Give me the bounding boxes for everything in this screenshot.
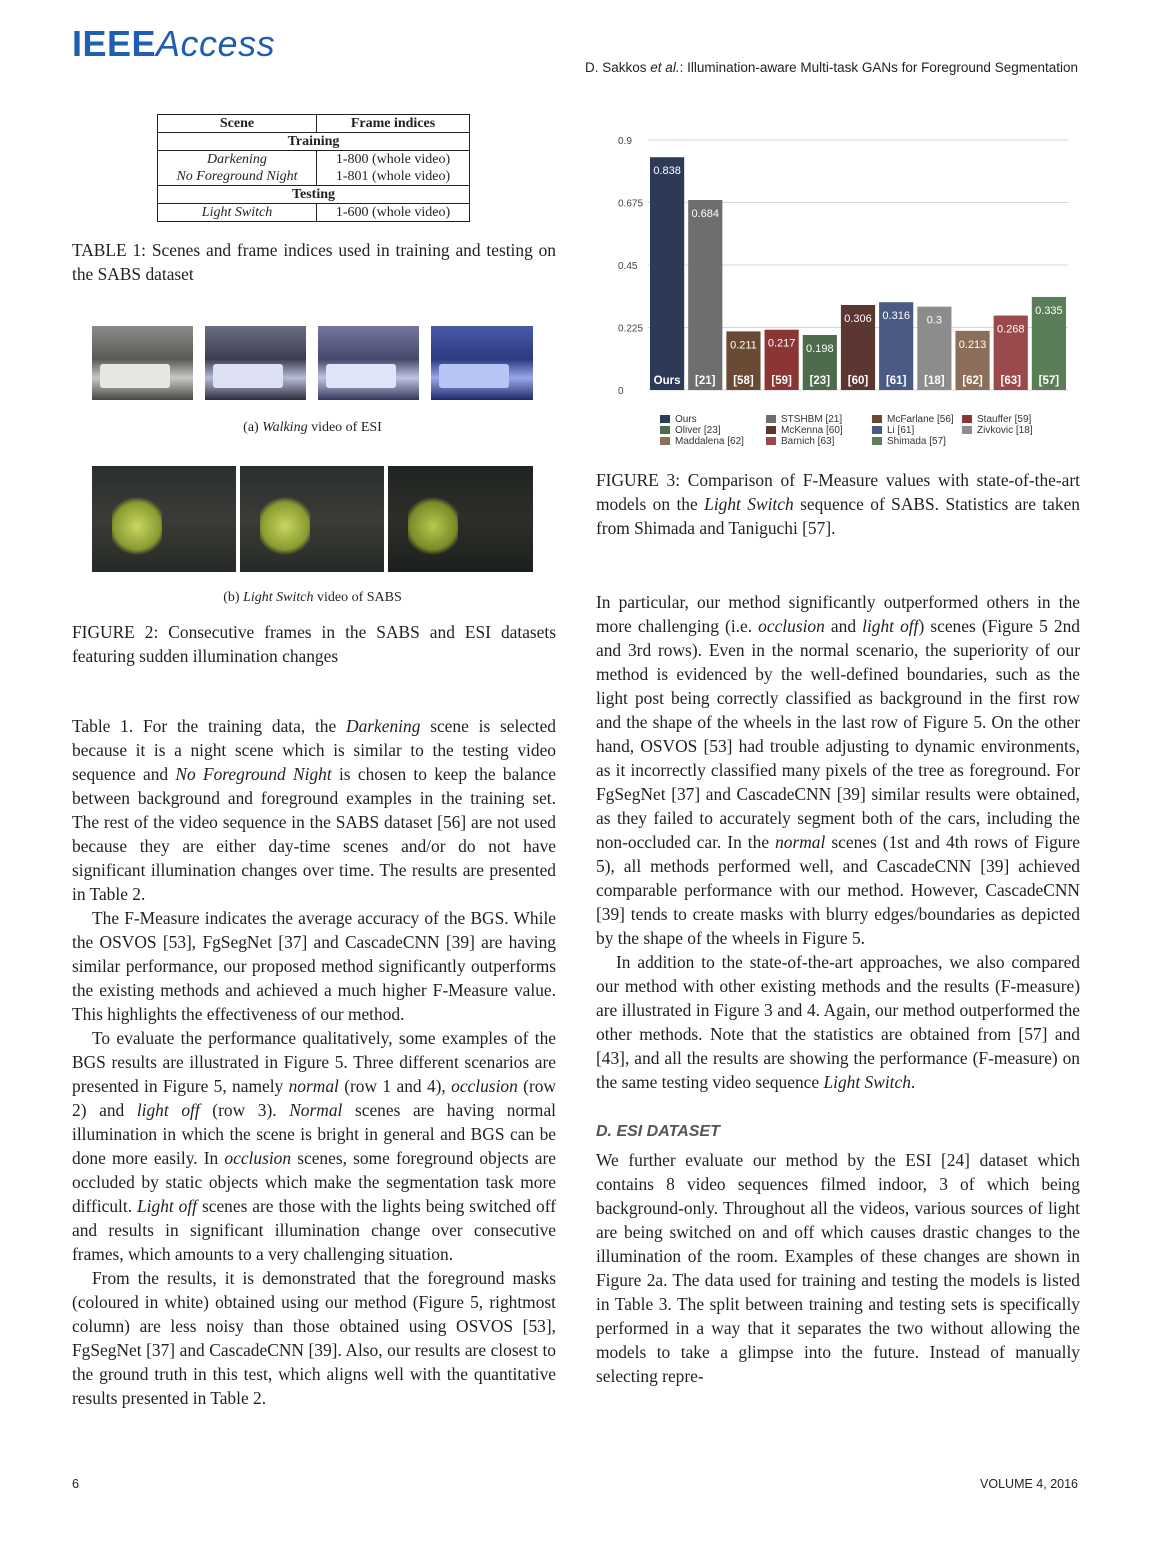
legend-swatch — [766, 426, 776, 434]
paragraph: We further evaluate our method by the ESI [24] dataset which contains 8 video sequences filmed indoor, 3 of which being background-only. Throughout all the videos, various sources of light are being switched on and off which causes drastic changes to the illumination of the room. Examples of these changes are shown in Figure 2a. The data used for training and testing the models is listed in Table 3. The split between training and testing sets is specifically performed in a way that it separates the two without allowing the models to take a glimpse into the future. Instead of manually selecting repre- — [596, 1150, 1080, 1386]
y-tick-label: 0.675 — [618, 198, 644, 210]
legend-swatch — [872, 426, 882, 434]
legend-entry — [962, 414, 1031, 425]
bar-value-label: 0.198 — [806, 343, 834, 355]
volume-info: VOLUME 4, 2016 — [980, 1477, 1078, 1491]
left-column-text — [72, 714, 556, 1410]
legend-label: Ours — [675, 414, 697, 425]
legend-swatch — [660, 437, 670, 445]
bar-value-label: 0.268 — [996, 323, 1025, 336]
legend-entry — [766, 436, 834, 447]
legend-label: Maddalena [62] — [675, 436, 744, 447]
legend-swatch — [872, 437, 882, 445]
legend-swatch — [660, 415, 670, 423]
category-label: [61] — [885, 375, 907, 387]
legend-swatch — [766, 415, 776, 423]
table-1-caption: TABLE 1: Scenes and frame indices used in training and testing on the SABS dataset — [72, 240, 556, 284]
y-tick-label: 0 — [618, 386, 624, 397]
y-tick-label: 0.45 — [618, 261, 638, 272]
category-label: [21] — [695, 375, 716, 387]
legend-entry — [766, 425, 843, 436]
category-label: [59] — [771, 375, 792, 387]
legend-swatch — [962, 415, 972, 423]
walking-frame-1 — [92, 326, 193, 400]
table-cell: Darkening — [158, 151, 317, 169]
legend-label: Oliver [23] — [675, 425, 721, 436]
legend-entry — [872, 425, 914, 436]
legend-swatch — [962, 426, 972, 434]
figure-2-caption: FIGURE 2: Consecutive frames in the SABS and ESI datasets featuring sudden illumination changes — [72, 622, 556, 666]
legend-label: STSHBM [21] — [781, 414, 843, 425]
bar-value-label: 0.684 — [691, 208, 720, 220]
walking-frame-4 — [431, 326, 533, 400]
category-label: [23] — [809, 375, 831, 387]
paragraph: From the results, it is demonstrated that the foreground masks (coloured in white) obtained using our method (Figure 5, rightmost column) are less noisy than those obtained using OSVOS [53], FgSegNet [37] and CascadeCNN [39]. Also, our results are closest to the ground truth in this test, which aligns well with the quantitative results presented in Table 2. — [72, 1268, 556, 1408]
bar-value-label: 0.3 — [926, 314, 943, 327]
category-label: [62] — [962, 375, 983, 387]
walking-frame-2 — [205, 326, 306, 400]
legend-swatch — [766, 437, 776, 445]
bar-value-label: 0.213 — [958, 338, 987, 351]
table-1 — [157, 114, 470, 222]
figure-2a-subcaption: (a) Walking video of ESI — [243, 420, 382, 435]
bar — [650, 157, 684, 390]
lightswitch-frame-2 — [240, 466, 384, 572]
table-section-label: Training — [158, 133, 470, 151]
legend-entry — [660, 436, 744, 447]
bar-value-label: 0.316 — [882, 310, 910, 323]
walking-frame-3 — [318, 326, 419, 400]
page-number: 6 — [72, 1477, 79, 1491]
table-cell: No Foreground Night — [158, 168, 317, 186]
paragraph: In particular, our method significantly outperformed others in the more challenging (i.e. occlusion and light off) scenes (Figure 5 2nd and 3rd rows). Even in the normal scenario, the superiority of our method is evidenced by the well-defined boundaries, such as the light post being correctly classified as background in the first row and the shape of the wheels in the last row of Figure 5. On the other hand, OSVOS [53] had trouble adjusting to dynamic environments, as it incorrectly classified many pixels of the tree as foreground. For FgSegNet [37] and CascadeCNN [39] similar results were obtained, as they failed to accurately segment both of the cars, including the non-occluded car. In the normal scenes (1st and 4th rows of Figure 5), all methods performed well, and CascadeCNN [39] achieved comparable performance with our method. However, CascadeCNN [39] tends to create masks with blurry edges/boundaries as depicted by the shape of the wheels in Figure 5. — [596, 592, 1080, 948]
bar-value-label: 0.211 — [730, 339, 757, 352]
y-tick-label: 0.9 — [618, 136, 632, 147]
bar-value-label: 0.306 — [844, 313, 872, 325]
legend-label: Li [61] — [887, 425, 915, 436]
legend-entry — [660, 425, 721, 436]
lightswitch-frame-1 — [92, 466, 236, 572]
legend-entry — [962, 425, 1033, 436]
table-section-label: Testing — [158, 186, 470, 204]
bar — [688, 200, 722, 390]
figure-2b-subcaption: (b) Light Switch video of SABS — [223, 590, 402, 605]
paragraph: Table 1. For the training data, the Darkening scene is selected because it is a night scene which is similar to the testing video sequence and No Foreground Night is chosen to keep the balance between background and foreground examples in the training set. The rest of the video sequence in the SABS dataset [56] are not used because they are either day-time scenes and/or do not have significant illumination changes over time. The results are presented in Table 2. — [72, 716, 557, 904]
figure-3-chart — [596, 128, 1080, 458]
legend-entry — [872, 414, 954, 425]
legend-label: Stauffer [59] — [977, 414, 1032, 425]
legend-label: Barnich [63] — [781, 436, 835, 447]
category-label: [63] — [1000, 375, 1021, 387]
logo-main: IEEE — [72, 23, 157, 64]
paragraph: The F-Measure indicates the average accuracy of the BGS. While the OSVOS [53], FgSegNet [37] and CascadeCNN [39] are having similar performance, our proposed method significantly outperforms the existing methods and achieved a much higher F-Measure value. This highlights the effectiveness of our method. — [72, 908, 556, 1024]
section-heading: D. ESI DATASET — [596, 1123, 720, 1140]
category-label: [18] — [924, 375, 945, 387]
legend-entry — [766, 414, 842, 425]
category-label: Ours — [653, 375, 681, 387]
category-label: [60] — [847, 375, 869, 387]
table-cell: 1-800 (whole video) — [317, 151, 470, 169]
running-title: D. Sakkos et al.: Illumination-aware Multi-task GANs for Foreground Segmentation — [585, 60, 1078, 75]
table-cell: 1-801 (whole video) — [317, 168, 470, 186]
bar-value-label: 0.838 — [653, 165, 681, 178]
category-label: [58] — [733, 375, 754, 387]
chart-legend — [660, 414, 1080, 454]
paragraph: To evaluate the performance qualitatively, some examples of the BGS results are illustrated in Figure 5. Three different scenarios are presented in Figure 5, namely normal (row 1 and 4), occlusion (row 2) and light off (row 3). Normal scenes are having normal illumination in which the scene is bright in general and BGS can be done more easily. In occlusion scenes, some foreground objects are occluded by static objects which make the segmentation task more difficult. Light off scenes are those with the lights being switched off and results in significant illumination change over consecutive frames, which amounts to a very challenging situation. — [72, 1028, 557, 1264]
legend-label: Shimada [57] — [887, 436, 946, 447]
bar-value-label: 0.217 — [767, 337, 796, 350]
table-cell: 1-600 (whole video) — [317, 204, 470, 222]
table-cell: Light Switch — [158, 204, 317, 222]
right-column-text — [596, 590, 1080, 1388]
legend-swatch — [872, 415, 882, 423]
legend-entry — [660, 414, 697, 425]
table-header: Frame indices — [317, 115, 470, 133]
logo-sub: Access — [156, 23, 276, 64]
table-header: Scene — [158, 115, 317, 133]
figure-3-caption: FIGURE 3: Comparison of F-Measure values with state-of-the-art models on the Light Switch sequence of SABS. Statistics are taken from Shimada and Taniguchi [57]. — [596, 470, 1080, 538]
paragraph: In addition to the state-of-the-art approaches, we also compared our method with other existing methods and the results (F-measure) are illustrated in Figure 3 and 4. Again, our method outperformed the other methods. Note that the statistics are obtained from [57] and [43], and all the results are showing the performance (F-measure) on the same testing video sequence Light Switch. — [596, 952, 1080, 1092]
lightswitch-frame-3 — [388, 466, 533, 572]
legend-entry — [872, 436, 946, 447]
legend-swatch — [660, 426, 670, 434]
y-tick-label: 0.225 — [618, 323, 644, 335]
category-label: [57] — [1038, 375, 1060, 387]
legend-label: McKenna [60] — [781, 425, 843, 436]
legend-label: McFarlane [56] — [887, 414, 954, 425]
journal-logo — [72, 24, 275, 64]
legend-label: Zivkovic [18] — [977, 425, 1033, 436]
bar-value-label: 0.335 — [1035, 304, 1063, 317]
